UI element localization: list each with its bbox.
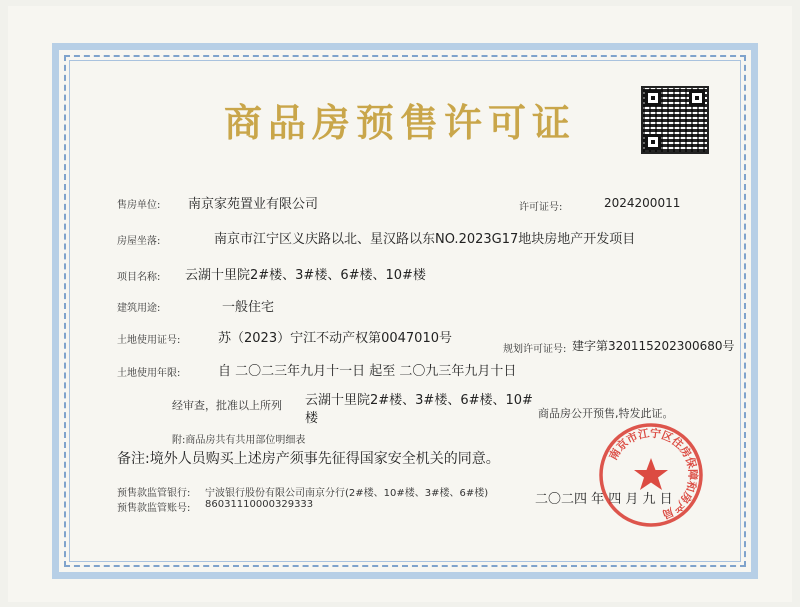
land-certificate-label: 土地使用证号: <box>117 335 181 346</box>
qr-finder-mark <box>689 90 705 106</box>
escrow-account-label: 预售款监管账号: <box>117 503 191 514</box>
approval-items-line1: 云湖十里院2#楼、3#楼、6#楼、10# <box>305 393 533 408</box>
seal-star-icon <box>634 458 668 490</box>
location-value: 南京市江宁区义庆路以北、星汉路以东NO.2023G17地块房地产开发项目 <box>214 232 636 247</box>
seller-label: 售房单位: <box>117 200 161 211</box>
project-name-value: 云湖十里院2#楼、3#楼、6#楼、10#楼 <box>185 268 426 283</box>
approval-prefix: 经审查，批准以上所列 <box>172 399 282 412</box>
location-label: 房屋坐落: <box>117 236 161 247</box>
qr-code <box>641 86 709 154</box>
issue-date: 二〇二四 年 四 月 九 日 <box>535 492 673 507</box>
land-term-value: 自 二〇二三年九月十一日 起至 二〇九三年九月十日 <box>218 364 517 379</box>
building-usage-value: 一般住宅 <box>222 300 275 315</box>
land-certificate-value: 苏（2023）宁江不动产权第0047010号 <box>218 331 452 346</box>
project-name-label: 项目名称: <box>117 272 161 283</box>
escrow-bank-value: 宁波银行股份有限公司南京分行(2#楼、10#楼、3#楼、6#楼) <box>205 488 489 499</box>
building-usage-label: 建筑用途: <box>117 303 161 314</box>
attachment-note: 附:商品房共有共用部位明细表 <box>172 435 306 446</box>
escrow-account-value: 86031110000329333 <box>205 499 314 510</box>
seal-text: 南京市江宁区住房保障和房产局 <box>606 426 700 522</box>
planning-permit-label: 规划许可证号: <box>503 344 567 355</box>
seller-value: 南京家苑置业有限公司 <box>188 197 319 212</box>
certificate-title: 商品房预售许可证 <box>223 101 576 145</box>
approval-items-line2: 楼 <box>305 411 319 426</box>
license-number-value: 2024200011 <box>604 196 681 210</box>
escrow-bank-label: 预售款监管银行: <box>117 488 191 499</box>
approval-suffix: 商品房公开预售,特发此证。 <box>538 407 674 420</box>
license-number-label: 许可证号: <box>519 202 563 213</box>
official-seal <box>596 420 706 530</box>
qr-finder-mark <box>645 134 661 150</box>
remark-note: 备注:境外人员购买上述房产须事先征得国家安全机关的同意。 <box>117 451 500 467</box>
land-term-label: 土地使用年限: <box>117 368 181 379</box>
planning-permit-value: 建字第320115202300680号 <box>572 339 735 353</box>
qr-finder-mark <box>645 90 661 106</box>
